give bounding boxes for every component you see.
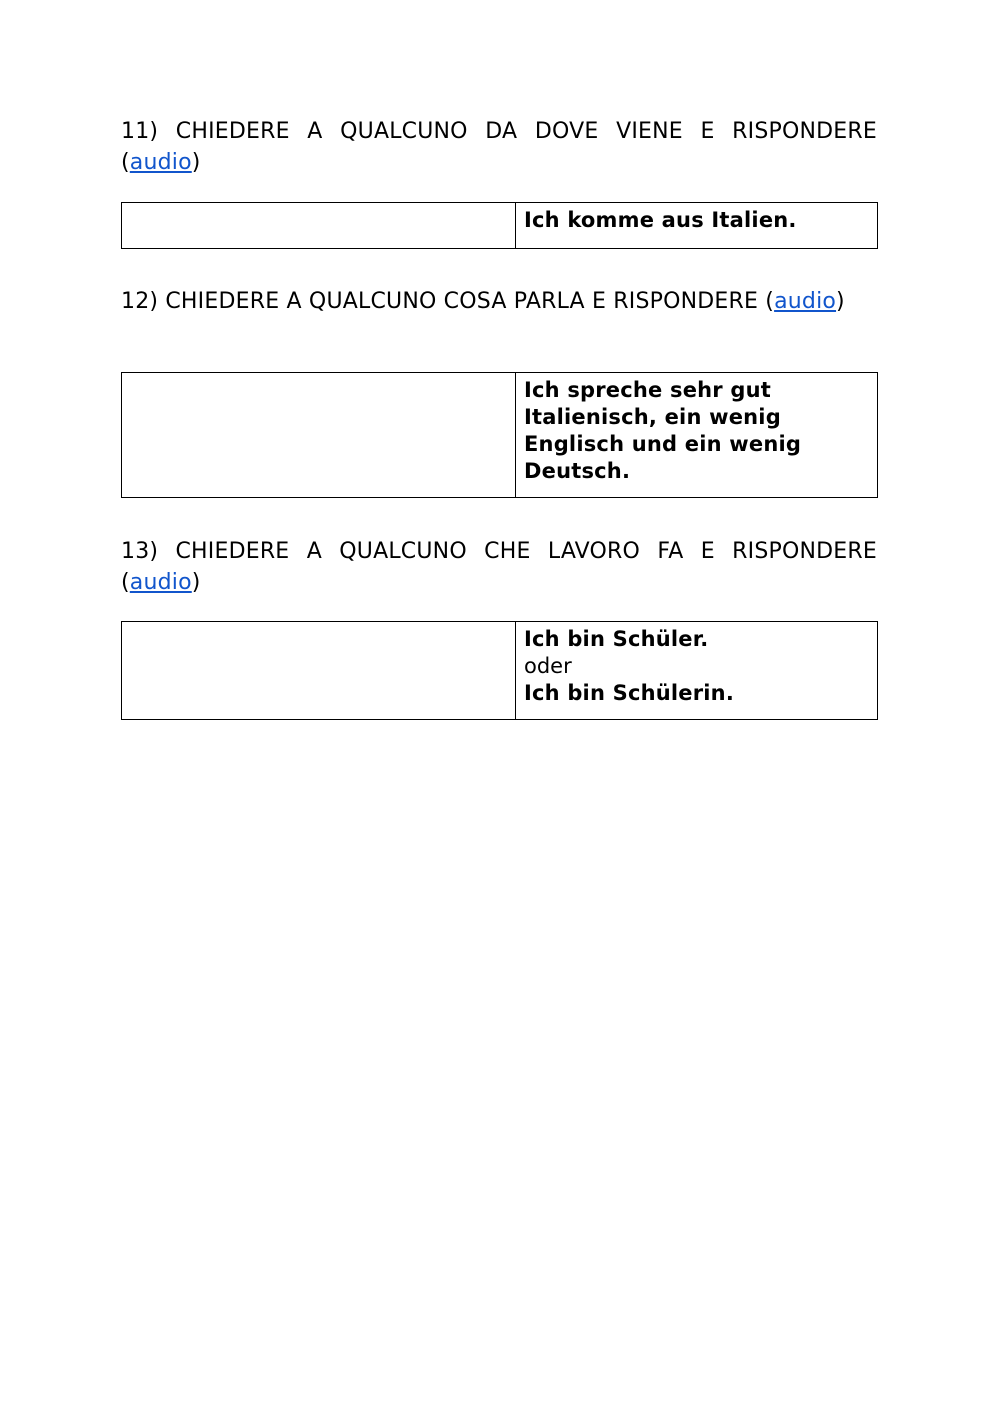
section-11-audio-link[interactable]: audio xyxy=(129,150,192,175)
section-11-title: 11) CHIEDERE A QUALCUNO DA DOVE VIENE E RISPONDERE xyxy=(121,119,877,144)
section-13-heading xyxy=(121,536,877,598)
section-12-answer-line-1: Ich spreche sehr gut xyxy=(524,378,771,402)
section-13-answer-cell xyxy=(516,622,878,720)
section-12-audio-link[interactable]: audio xyxy=(774,289,837,314)
section-13-answer-line-2: oder xyxy=(524,654,572,678)
section-12-answer-cell xyxy=(516,373,878,498)
section-11-answer-cell xyxy=(516,203,878,249)
section-12-answer-line-4: Deutsch. xyxy=(524,459,631,483)
section-13-paren-open: ( xyxy=(121,570,130,595)
section-13-answer-line-3: Ich bin Schülerin. xyxy=(524,681,735,705)
section-13-paren-close: ) xyxy=(191,570,201,595)
section-11-question-cell[interactable] xyxy=(122,203,516,249)
table-row xyxy=(122,622,878,720)
table-row xyxy=(122,203,878,249)
section-11-paren-open: ( xyxy=(121,150,130,175)
section-12-title: 12) CHIEDERE A QUALCUNO COSA PARLA E RISPONDERE xyxy=(121,289,759,314)
section-11-answer-line-1: Ich komme aus Italien. xyxy=(524,208,797,232)
section-12-paren-open: ( xyxy=(765,289,775,314)
section-12-answer-line-2: Italienisch, ein wenig xyxy=(524,405,781,429)
section-13-title: 13) CHIEDERE A QUALCUNO CHE LAVORO FA E RISPONDERE xyxy=(121,539,877,564)
section-12-heading xyxy=(121,286,877,317)
section-13-answer-line-1: Ich bin Schüler. xyxy=(524,627,709,651)
section-11-answer-table xyxy=(121,202,878,249)
section-12-answer-table xyxy=(121,372,878,498)
section-11-heading xyxy=(121,116,877,178)
section-13-audio-link[interactable]: audio xyxy=(129,570,192,595)
section-12-question-cell[interactable] xyxy=(122,373,516,498)
section-12-answer-line-3: Englisch und ein wenig xyxy=(524,432,802,456)
section-13-answer-table xyxy=(121,621,878,720)
section-12-paren-close: ) xyxy=(836,289,845,314)
table-row xyxy=(122,373,878,498)
section-13-question-cell[interactable] xyxy=(122,622,516,720)
section-11-paren-close: ) xyxy=(191,150,201,175)
